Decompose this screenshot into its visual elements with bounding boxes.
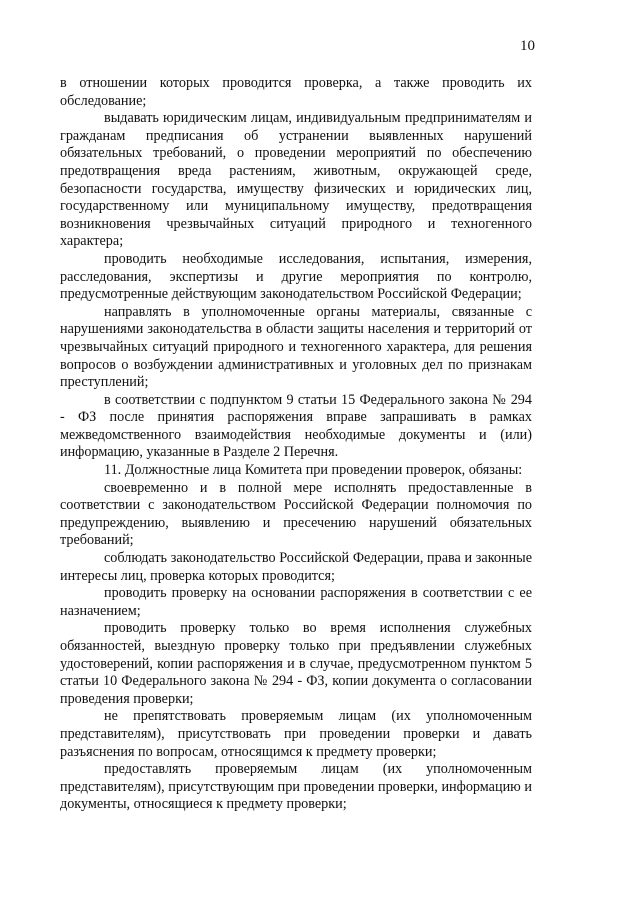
paragraph-request-documents: в соответствии с подпунктом 9 статьи 15 Федерального закона № 294 - ФЗ после принятия распоряжения вправе запрашивать в рамках межведомственного взаимодействия необходимые документы и (или) информацию, указанные в Разделе 2 Перечня. [60,391,532,461]
paragraph-provide-information: предоставлять проверяемым лицам (их уполномоченным представителям), присутствующим при проведении проверки, информацию и документы, относящиеся к предмету проверки; [60,761,532,813]
paragraph-inspection-by-order: проводить проверку на основании распоряжения в соответствии с ее назначением; [60,585,532,619]
paragraph-exercise-powers: своевременно и в полной мере исполнять предоставленные в соответствии с законодательством Российской Федерации полномочия по предупреждению, выявлению и пресечению нарушений обязательных требований; [60,479,532,549]
paragraph-section-11-heading: 11. Должностные лица Комитета при проведении проверок, обязаны: [104,462,523,479]
paragraph-conduct-research: проводить необходимые исследования, испытания, измерения, расследования, экспертизы и другие мероприятия по контролю, предусмотренные действующим законодательством Российской Федерации; [60,250,532,303]
document-body [60,75,532,814]
paragraph-issue-orders: выдавать юридическим лицам, индивидуальным предпринимателям и гражданам предписания об устранении выявленных нарушений обязательных требований, о проведении мероприятий по обеспечению предотвращения вреда растениям, животным, окружающей среде, безопасности государства, имуществу физических и юридических лиц, государственному или муниципальному имуществу, предотвращения возникновения чрезвычайных ситуаций природного и техногенного характера; [60,110,532,250]
paragraph-inspection-during-duties: проводить проверку только во время исполнения служебных обязанностей, выездную проверку только при предъявлении служебных удостоверений, копии распоряжения и в случае, предусмотренном пунктом 5 статьи 10 Федерального закона № 294 - ФЗ, копии документа о согласовании проведения проверки; [60,620,532,707]
paragraph-send-materials: направлять в уполномоченные органы материалы, связанные с нарушениями законодательства в области защиты населения и территорий от чрезвычайных ситуаций природного и техногенного характера, для решения вопросов о возбуждении административных и уголовных дел по признакам преступлений; [60,303,532,391]
paragraph-observe-legislation: соблюдать законодательство Российской Федерации, права и законные интересы лиц, проверка которых проводится; [60,550,532,584]
paragraph-not-obstruct: не препятствовать проверяемым лицам (их уполномоченным представителям), присутствовать при проведении проверки и давать разъяснения по вопросам, относящимся к предмету проверки; [60,708,532,760]
page-number: 10 [520,38,535,54]
paragraph-continuation: в отношении которых проводится проверка, а также проводить их обследование; [60,75,532,109]
